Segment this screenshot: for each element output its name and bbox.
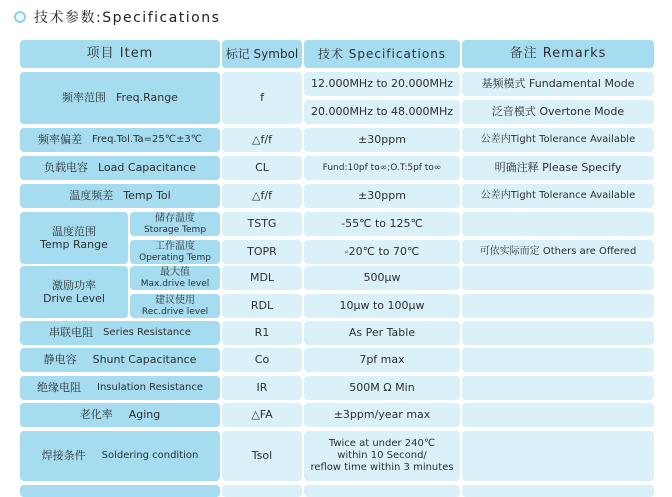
load-cap-spec: Fund:10pf to∞;O.T:5pf to∞ bbox=[304, 156, 460, 180]
max-drive-symbol: MDL bbox=[222, 266, 302, 290]
header-spec: 技术 Specifications bbox=[304, 40, 460, 68]
drive-level-item: 激励功率 Drive Level bbox=[20, 266, 128, 318]
next-row-item bbox=[20, 485, 220, 497]
freq-range-remark-overtone: 泛音模式 Overtone Mode bbox=[462, 100, 654, 124]
next-row-spec bbox=[304, 485, 460, 497]
shunt-cap-item: 静电容 Shunt Capacitance bbox=[20, 348, 220, 372]
series-res-symbol: R1 bbox=[222, 321, 302, 345]
max-drive-spec: 500μw bbox=[304, 266, 460, 290]
freq-range-item: 频率范围 Freq.Range bbox=[20, 72, 220, 124]
insulation-symbol: IR bbox=[222, 376, 302, 400]
header-item: 项目 Item bbox=[20, 40, 220, 68]
freq-range-spec-overtone: 20.000MHz to 48.000MHz bbox=[304, 100, 460, 124]
series-res-spec: As Per Table bbox=[304, 321, 460, 345]
aging-symbol: △FA bbox=[222, 403, 302, 427]
freq-tol-symbol: △f/f bbox=[222, 128, 302, 152]
temp-tol-remark: 公差内Tight Tolerance Available bbox=[462, 184, 654, 208]
freq-range-symbol: f bbox=[222, 72, 302, 124]
section-title bbox=[14, 6, 220, 28]
temp-tol-symbol: △f/f bbox=[222, 184, 302, 208]
shunt-cap-spec: 7pf max bbox=[304, 348, 460, 372]
operating-temp-symbol: TOPR bbox=[222, 240, 302, 264]
next-row-symbol bbox=[222, 485, 302, 497]
load-cap-remark: 明确注释 Please Specify bbox=[462, 156, 654, 180]
temp-range-item: 温度范围 Temp Range bbox=[20, 212, 128, 264]
soldering-spec: Twice at under 240℃ within 10 Second/ reflow time within 3 minutes bbox=[304, 431, 460, 481]
rec-drive-remark-empty bbox=[462, 294, 654, 318]
storage-temp-symbol: TSTG bbox=[222, 212, 302, 236]
aging-item: 老化率 Aging bbox=[20, 403, 220, 427]
freq-tol-item: 频率偏差 Freq.Tol.Ta=25℃±3℃ bbox=[20, 128, 220, 152]
aging-spec: ±3ppm/year max bbox=[304, 403, 460, 427]
series-res-item: 串联电阻 Series Resistance bbox=[20, 321, 220, 345]
storage-temp-spec: -55℃ to 125℃ bbox=[304, 212, 460, 236]
load-cap-symbol: CL bbox=[222, 156, 302, 180]
freq-tol-remark: 公差内Tight Tolerance Available bbox=[462, 128, 654, 152]
freq-range-remark-fund: 基频模式 Fundamental Mode bbox=[462, 72, 654, 96]
series-res-remark-empty bbox=[462, 321, 654, 345]
temp-range-remark-empty bbox=[462, 212, 654, 236]
operating-temp-spec: -20℃ to 70℃ bbox=[304, 240, 460, 264]
shunt-cap-remark-empty bbox=[462, 348, 654, 372]
next-row-remark bbox=[462, 485, 654, 497]
header-symbol: 标记 Symbol bbox=[222, 40, 302, 68]
rec-drive-label: 建议使用 Rec.drive level bbox=[130, 294, 220, 318]
max-drive-remark-empty bbox=[462, 266, 654, 290]
insulation-spec: 500M Ω Min bbox=[304, 376, 460, 400]
storage-temp-label: 储存温度 Storage Temp bbox=[130, 212, 220, 236]
freq-range-spec-fund: 12.000MHz to 20.000MHz bbox=[304, 72, 460, 96]
insulation-remark-empty bbox=[462, 376, 654, 400]
temp-tol-spec: ±30ppm bbox=[304, 184, 460, 208]
temp-tol-item: 温度频差 Temp Tol bbox=[20, 184, 220, 208]
load-cap-item: 负载电容 Load Capacitance bbox=[20, 156, 220, 180]
shunt-cap-symbol: Co bbox=[222, 348, 302, 372]
header-remarks: 备注 Remarks bbox=[462, 40, 654, 68]
rec-drive-spec: 10μw to 100μw bbox=[304, 294, 460, 318]
soldering-symbol: Tsol bbox=[222, 431, 302, 481]
soldering-item: 焊接条件 Soldering condition bbox=[20, 431, 220, 481]
circle-bullet-icon bbox=[14, 11, 26, 23]
soldering-remark-empty bbox=[462, 431, 654, 481]
rec-drive-symbol: RDL bbox=[222, 294, 302, 318]
freq-tol-spec: ±30ppm bbox=[304, 128, 460, 152]
operating-temp-label: 工作温度 Operating Temp bbox=[130, 240, 220, 264]
temp-range-remark: 可依实际而定 Others are Offered bbox=[462, 240, 654, 264]
insulation-item: 绝缘电阻 Insulation Resistance bbox=[20, 376, 220, 400]
section-title-text: 技术参数:Specifications bbox=[34, 10, 221, 26]
max-drive-label: 最大值 Max.drive level bbox=[130, 266, 220, 290]
aging-remark-empty bbox=[462, 403, 654, 427]
